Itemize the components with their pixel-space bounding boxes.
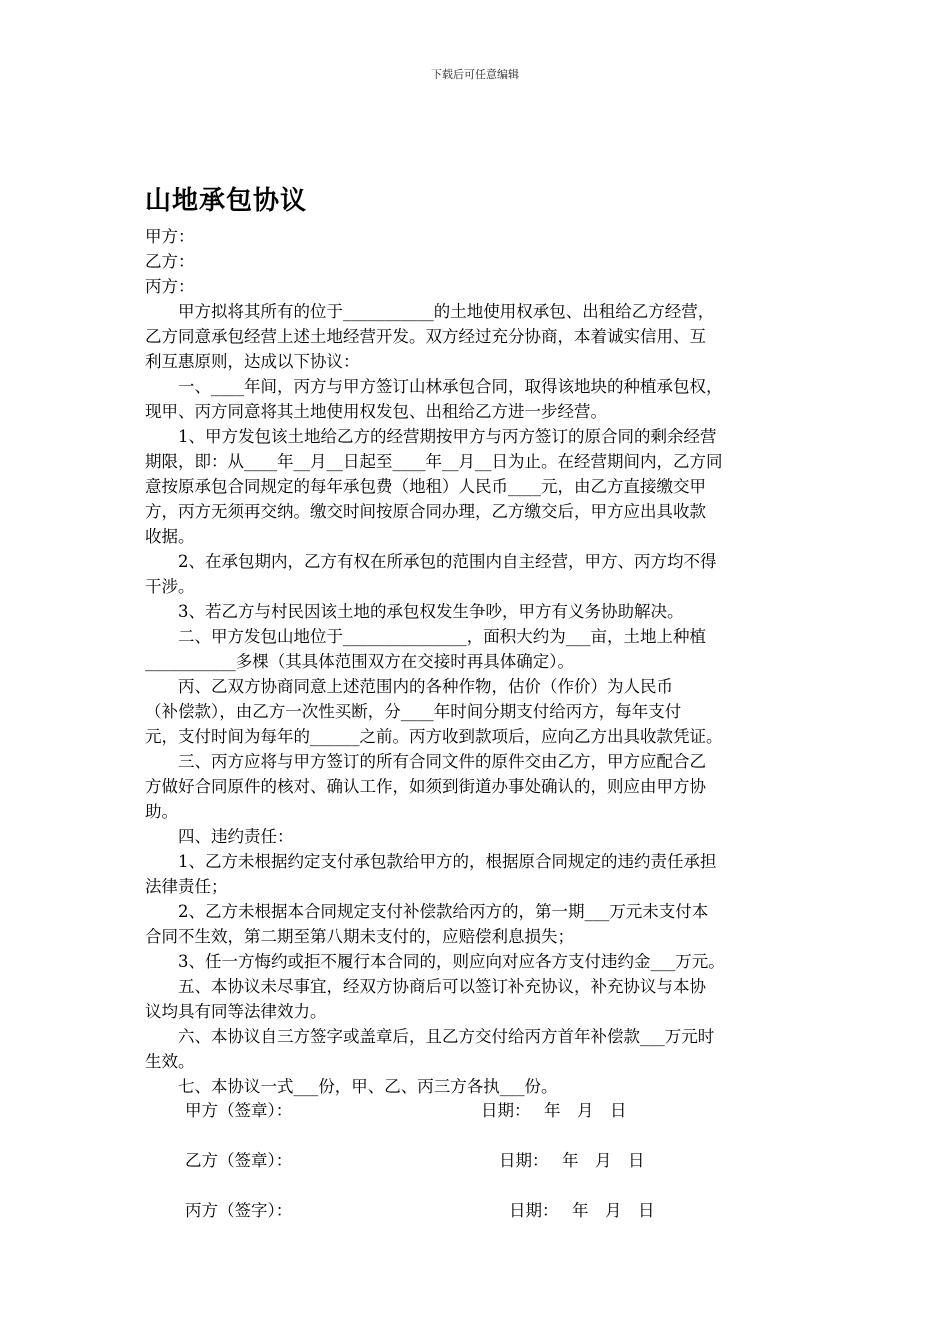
text-line: 甲方拟将其所有的位于___________的土地使用权承包、出租给乙方经营， — [145, 302, 715, 321]
text-line: 议均具有同等法律效力。 — [145, 1002, 327, 1021]
signature-row-yi — [185, 1147, 645, 1171]
signature-date: 日期： 年 月 日 — [499, 1151, 645, 1170]
text-line: 四、违约责任： — [145, 827, 294, 846]
page-title: 山地承包协议 — [145, 186, 308, 216]
signature-row-bing — [185, 1197, 655, 1221]
signature-row-jia — [185, 1097, 627, 1121]
text-line: 2、乙方未根据本合同规定支付补偿款给丙方的，第一期___万元未支付本 — [145, 902, 709, 921]
text-line: 七、本协议一式___份，甲、乙、丙三方各执___份。 — [145, 1077, 558, 1096]
text-line: 3、任一方悔约或拒不履行本合同的，则应向对应各方支付违约金___万元。 — [145, 952, 725, 971]
text-line: 六、本协议自三方签字或盖章后，且乙方交付给丙方首年补偿款___万元时 — [145, 1027, 715, 1046]
text-line: 合同不生效，第二期至第八期未支付的，应赔偿利息损失； — [145, 927, 574, 946]
text-line: 助。 — [145, 802, 178, 821]
text-line: 乙方同意承包经营上述土地经营开发。双方经过充分协商，本着诚实信用、互 — [145, 327, 706, 346]
text-line: 1、甲方发包该土地给乙方的经营期按甲方与丙方签订的原合同的剩余经营 — [145, 427, 717, 446]
text-line: 五、本协议未尽事宜，经双方协商后可以签订补充协议，补充协议与本协 — [145, 977, 706, 996]
signature-label: 甲方（签章）： — [185, 1101, 293, 1120]
text-line: 利互惠原则，达成以下协议： — [145, 352, 360, 371]
signature-date: 日期： 年 月 日 — [481, 1101, 627, 1120]
text-line: 3、若乙方与村民因该土地的承包权发生争吵，甲方有义务协助解决。 — [145, 602, 684, 621]
text-line: 元，支付时间为每年的______之前。丙方收到款项后，应向乙方出具收款凭证。 — [145, 727, 723, 746]
text-line: 意按原承包合同规定的每年承包费（地租）人民币____元，由乙方直接缴交甲 — [145, 477, 706, 496]
text-line: 收据。 — [145, 527, 195, 546]
text-line: 生效。 — [145, 1052, 195, 1071]
signature-label: 丙方（签字）： — [185, 1201, 293, 1220]
text-line: 方，丙方无须再交纳。缴交时间按原合同办理，乙方缴交后，甲方应出具收款 — [145, 502, 706, 521]
text-line: 二、甲方发包山地位于_______________，面积大约为___亩，土地上种植 — [145, 627, 706, 646]
contract-body — [145, 224, 810, 1099]
text-line: 干涉。 — [145, 577, 195, 596]
signature-label: 乙方（签章）： — [185, 1151, 293, 1170]
signature-date: 日期： 年 月 日 — [509, 1201, 655, 1220]
text-line: 2、在承包期内，乙方有权在所承包的范围内自主经营，甲方、丙方均不得 — [145, 552, 717, 571]
text-line: 方做好合同原件的核对、确认工作，如须到街道办事处确认的，则应由甲方协 — [145, 777, 706, 796]
header-note: 下载后可任意编辑 — [431, 68, 519, 81]
party-yi: 乙方： — [145, 252, 195, 271]
text-line: 1、乙方未根据约定支付承包款给甲方的，根据原合同规定的违约责任承担 — [145, 852, 717, 871]
text-line: 期限，即：从____年__月__日起至____年__月__日为止。在经营期间内，乙方同 — [145, 452, 723, 471]
text-line: （补偿款），由乙方一次性买断，分____年时间分期支付给丙方，每年支付 — [145, 702, 682, 721]
text-line: 一、____年间，丙方与甲方签订山林承包合同，取得该地块的种植承包权， — [145, 377, 723, 396]
party-bing: 丙方： — [145, 277, 195, 296]
text-line: 法律责任； — [145, 877, 228, 896]
party-jia: 甲方： — [145, 227, 195, 246]
text-line: 三、丙方应将与甲方签订的所有合同文件的原件交由乙方，甲方应配合乙 — [145, 752, 706, 771]
text-line: 现甲、丙方同意将其土地使用权发包、出租给乙方进一步经营。 — [145, 402, 607, 421]
text-line: 丙、乙双方协商同意上述范围内的各种作物，估价（作价）为人民币 — [145, 677, 673, 696]
text-line: ___________多棵（其具体范围双方在交接时再具体确定）。 — [145, 652, 574, 671]
